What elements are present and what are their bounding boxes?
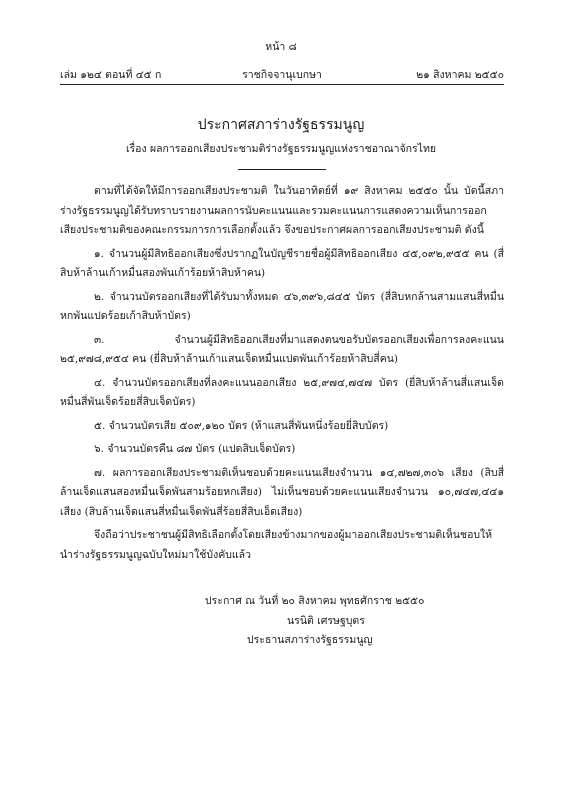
closing-paragraph: จึงถือว่าประชาชนผู้มีสิทธิเลือกตั้งโดยเสียงข้างมากของผู้มาออกเสียงประชามติเห็นชอบให้นำร่างรัฐธรรมนูญฉบับใหม่มาใช้บังคับแล้ว [60,529,493,561]
signatory-position: ประธานสภาร่างรัฐธรรมนูญ [247,634,373,646]
intro-paragraph: ตามที่ได้จัดให้มีการออกเสียงประชามติ ในวันอาทิตย์ที่ ๑๙ สิงหาคม ๒๕๕๐ นั้น บัดนี้สภาร่างรัฐธรรมนูญได้รับทราบรายงานผลการนับคะแนนและรวมคะแนนการแสดงความเห็นการออกเสียงประชามติของคณะกรรมการการเลือกตั้งแล้ว จึงขอประกาศผลการออกเสียงประชามติ ดังนี้ [60,185,504,236]
result-item-6: ๖. จำนวนบัตรคืน ๘๗ บัตร (แปดสิบเจ็ดบัตร) [94,443,296,455]
result-item-5: ๕. จำนวนบัตรเสีย ๕๐๙,๑๒๐ บัตร (ห้าแสนสี่พันหนึ่งร้อยยี่สิบบัตร) [94,419,389,432]
result-item-3: ๓. จำนวนผู้มีสิทธิออกเสียงที่มาแสดงตนขอรับบัตรออกเสียงเพื่อการลงคะแนน ๒๕,๙๗๘,๙๕๔ คน (ยี่สิบห้าล้านเก้าแสนเจ็ดหมื่นแปดพันเก้าร้อยห้าสิบสี่คน) [60,333,504,365]
announcement-date: ประกาศ ณ วันที่ ๒๐ สิงหาคม พุทธศักราช ๒๕๕๐ [205,595,425,607]
gazette-name: ราชกิจจานุเบกษา [242,69,322,81]
title-divider [238,169,326,170]
gazette-header [60,66,504,82]
signature-block [205,592,505,651]
announcement-title: ประกาศสภาร่างรัฐธรรมนูญ [197,117,365,133]
gazette-date: ๒๑ สิงหาคม ๒๕๕๐ [416,69,504,81]
announcement-subject: เรื่อง ผลการออกเสียงประชามติร่างรัฐธรรมนูญแห่งราชอาณาจักรไทย [125,143,437,155]
volume-issue: เล่ม ๑๒๔ ตอนที่ ๔๕ ก [60,69,162,81]
signatory-name: นรนิติ เศรษฐบุตร [287,614,365,627]
page-number: หน้า ๘ [265,41,297,53]
announcement-body [60,182,504,569]
result-item-7: ๗. ผลการออกเสียงประชามติเห็นชอบด้วยคะแนนเสียงจำนวน ๑๔,๗๒๗,๓๐๖ เสียง (สิบสี่ล้านเจ็ดแสนสองหมื่นเจ็ดพันสามร้อยหกเสียง) ไม่เห็นชอบด้วยคะแนนเสียงจำนวน ๑๐,๗๔๗,๔๔๑ เสียง (สิบล้านเจ็ดแสนสี่หมื่นเจ็ดพันสี่ร้อยสี่สิบเอ็ดเสียง) [60,466,504,518]
result-item-1: ๑. จำนวนผู้มีสิทธิออกเสียงซึ่งปรากฏในบัญชีรายชื่อผู้มีสิทธิออกเสียง ๔๕,๐๙๒,๙๕๕ คน (สี่สิบห้าล้านเก้าหมื่นสองพันเก้าร้อยห้าสิบห้าคน) [60,247,504,279]
result-item-4: ๔. จำนวนบัตรออกเสียงที่ลงคะแนนออกเสียง ๒๕,๙๗๔,๗๔๗ บัตร (ยี่สิบห้าล้านสี่แสนเจ็ดหมื่นสี่พันเจ็ดร้อยสี่สิบเจ็ดบัตร) [60,376,504,408]
header-rule [60,84,504,85]
result-item-2: ๒. จำนวนบัตรออกเสียงที่ได้รับมาทั้งหมด ๔๖,๓๙๖,๘๔๕ บัตร (สี่สิบหกล้านสามแสนสี่หมื่นหกพันแปดร้อยเก้าสิบห้าบัตร) [60,290,504,322]
